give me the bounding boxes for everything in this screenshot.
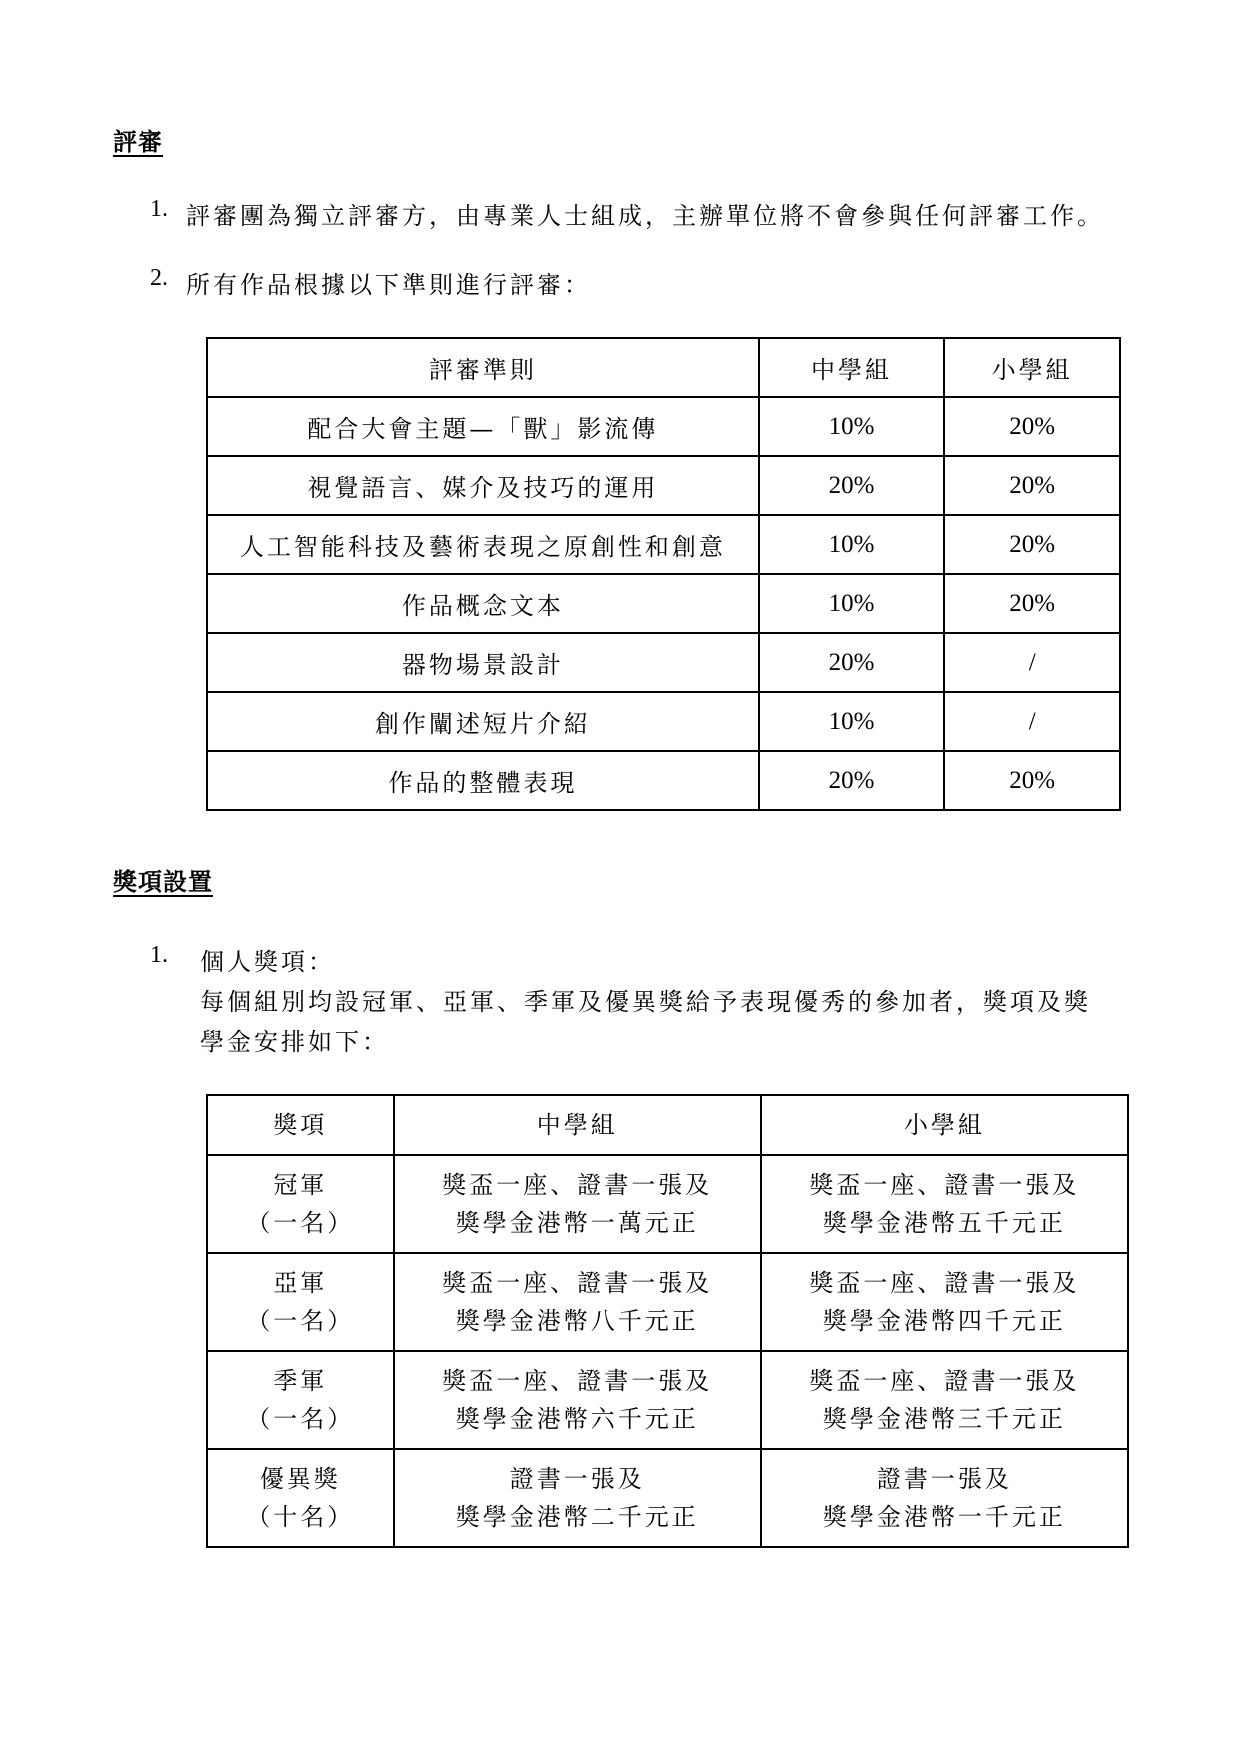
award-count: （十名） xyxy=(246,1503,355,1531)
awards-item-body-line: 每個組別均設冠軍、亞軍、季軍及優異獎給予表現優秀的參加者，獎項及獎 xyxy=(200,988,1091,1016)
award-name: 亞軍 xyxy=(273,1269,328,1297)
header-secondary: 中學組 xyxy=(394,1095,761,1155)
prize-line: 獎盃一座、證書一張及 xyxy=(442,1171,713,1199)
prize-line: 獎學金港幣六千元正 xyxy=(455,1405,699,1433)
primary-prize-cell xyxy=(761,1351,1128,1449)
award-cell xyxy=(207,1449,394,1547)
primary-weight-cell: 20% xyxy=(944,574,1120,633)
header-award: 獎項 xyxy=(207,1095,394,1155)
primary-prize-cell xyxy=(761,1253,1128,1351)
secondary-weight-cell: 10% xyxy=(759,574,945,633)
secondary-weight-cell: 20% xyxy=(759,633,945,692)
prize-line: 獎學金港幣一萬元正 xyxy=(455,1209,699,1237)
criterion-cell: 作品概念文本 xyxy=(207,574,759,633)
secondary-weight-cell: 20% xyxy=(759,456,945,515)
prize-line: 獎學金港幣三千元正 xyxy=(822,1405,1066,1433)
table-row xyxy=(207,1449,1128,1547)
prize-line: 證書一張及 xyxy=(509,1465,645,1493)
awards-heading: 獎項設置 xyxy=(113,868,213,896)
prize-line: 證書一張及 xyxy=(876,1465,1012,1493)
award-cell xyxy=(207,1155,394,1253)
header-primary: 小學組 xyxy=(761,1095,1128,1155)
prize-line: 獎盃一座、證書一張及 xyxy=(442,1367,713,1395)
judging-item-text: 所有作品根據以下準則進行評審： xyxy=(186,271,591,299)
awards-item-title: 個人獎項： xyxy=(200,948,335,976)
prize-line: 獎學金港幣二千元正 xyxy=(455,1503,699,1531)
award-count: （一名） xyxy=(246,1405,355,1433)
primary-prize-cell xyxy=(761,1155,1128,1253)
header-secondary: 中學組 xyxy=(759,338,945,397)
table-row xyxy=(207,574,1120,633)
table-row xyxy=(207,1155,1128,1253)
criterion-cell: 配合大會主題—「獸」影流傳 xyxy=(207,397,759,456)
judging-criteria-table xyxy=(206,337,1121,811)
award-cell xyxy=(207,1351,394,1449)
criterion-cell: 人工智能科技及藝術表現之原創性和創意 xyxy=(207,515,759,574)
header-criterion: 評審準則 xyxy=(207,338,759,397)
awards-table xyxy=(206,1094,1129,1548)
criterion-cell: 創作闡述短片介紹 xyxy=(207,692,759,751)
award-name: 冠軍 xyxy=(273,1171,328,1199)
prize-line: 獎學金港幣四千元正 xyxy=(822,1307,1066,1335)
table-header-row xyxy=(207,338,1120,397)
judging-item-text: 評審團為獨立評審方，由專業人士組成，主辦單位將不會參與任何評審工作。 xyxy=(186,202,1104,230)
primary-weight-cell: 20% xyxy=(944,397,1120,456)
award-cell xyxy=(207,1253,394,1351)
primary-weight-cell: / xyxy=(944,633,1120,692)
award-count: （一名） xyxy=(246,1307,355,1335)
criterion-cell: 視覺語言、媒介及技巧的運用 xyxy=(207,456,759,515)
award-count: （一名） xyxy=(246,1209,355,1237)
secondary-prize-cell xyxy=(394,1351,761,1449)
criterion-cell: 器物場景設計 xyxy=(207,633,759,692)
table-row xyxy=(207,397,1120,456)
secondary-prize-cell xyxy=(394,1449,761,1547)
secondary-prize-cell xyxy=(394,1155,761,1253)
prize-line: 獎學金港幣一千元正 xyxy=(822,1503,1066,1531)
secondary-weight-cell: 20% xyxy=(759,751,945,810)
judging-item-number: 1. xyxy=(150,196,168,222)
judging-heading: 評審 xyxy=(113,128,163,156)
table-row xyxy=(207,692,1120,751)
secondary-weight-cell: 10% xyxy=(759,397,945,456)
awards-item-number: 1. xyxy=(150,942,168,968)
prize-line: 獎學金港幣八千元正 xyxy=(455,1307,699,1335)
awards-item-body-line: 學金安排如下： xyxy=(200,1028,389,1056)
primary-weight-cell: 20% xyxy=(944,751,1120,810)
primary-weight-cell: 20% xyxy=(944,456,1120,515)
prize-line: 獎盃一座、證書一張及 xyxy=(809,1367,1080,1395)
primary-prize-cell xyxy=(761,1449,1128,1547)
judging-item-number: 2. xyxy=(150,265,168,291)
table-row xyxy=(207,751,1120,810)
primary-weight-cell: 20% xyxy=(944,515,1120,574)
table-row xyxy=(207,515,1120,574)
prize-line: 獎盃一座、證書一張及 xyxy=(809,1269,1080,1297)
header-primary: 小學組 xyxy=(944,338,1120,397)
prize-line: 獎學金港幣五千元正 xyxy=(822,1209,1066,1237)
award-name: 季軍 xyxy=(273,1367,328,1395)
secondary-prize-cell xyxy=(394,1253,761,1351)
table-header-row xyxy=(207,1095,1128,1155)
table-row xyxy=(207,1253,1128,1351)
prize-line: 獎盃一座、證書一張及 xyxy=(809,1171,1080,1199)
primary-weight-cell: / xyxy=(944,692,1120,751)
secondary-weight-cell: 10% xyxy=(759,692,945,751)
prize-line: 獎盃一座、證書一張及 xyxy=(442,1269,713,1297)
criterion-cell: 作品的整體表現 xyxy=(207,751,759,810)
award-name: 優異獎 xyxy=(259,1465,341,1493)
table-row xyxy=(207,633,1120,692)
table-row xyxy=(207,456,1120,515)
secondary-weight-cell: 10% xyxy=(759,515,945,574)
table-row xyxy=(207,1351,1128,1449)
